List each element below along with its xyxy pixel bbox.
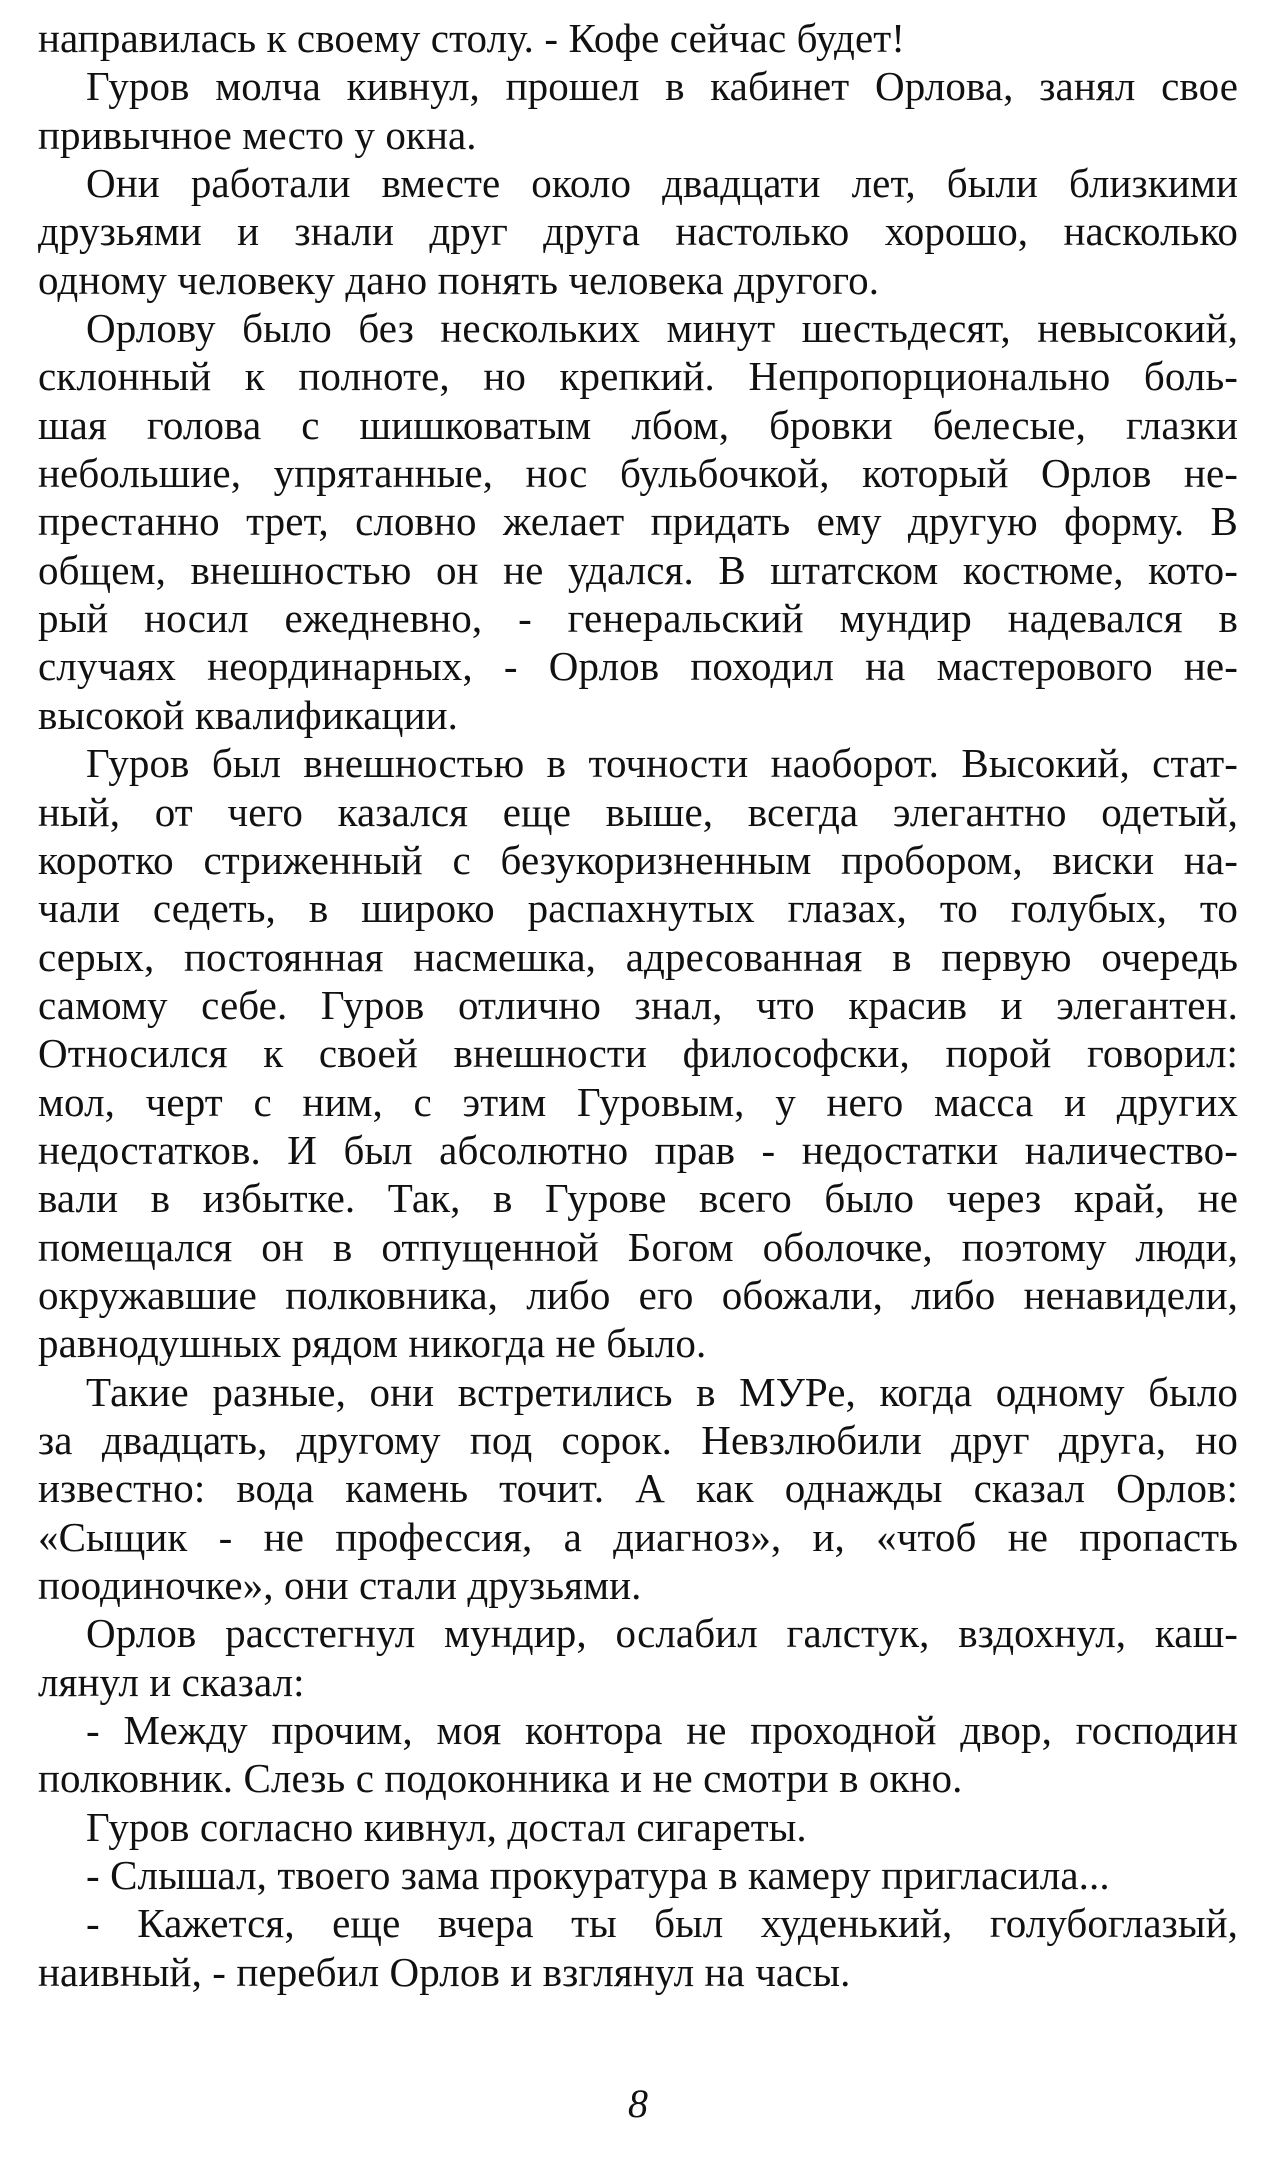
- text-line: серых, постоянная насмешка, адресованная в первую очередь: [38, 933, 1238, 980]
- paragraph-8: [38, 1706, 1238, 1803]
- text-line: вали в избытке. Так, в Гурове всего было через край, не: [38, 1175, 1238, 1222]
- paragraph-7: [38, 1609, 1238, 1706]
- text-line: Относился к своей внешности философски, порой говорил:: [38, 1030, 1238, 1077]
- text-line: наивный, - перебил Орлов и взглянул на часы.: [38, 1948, 851, 1995]
- text-line: Гуров молча кивнул, прошел в кабинет Орлова, занял свое: [86, 63, 1238, 110]
- text-line: случаях неординарных, - Орлов походил на мастерового не-: [38, 643, 1238, 690]
- text-line: коротко стриженный с безукоризненным пробором, виски на-: [38, 836, 1238, 883]
- page-number: 8: [628, 2081, 648, 2126]
- paragraph-2: [38, 62, 1238, 159]
- text-line: шая голова с шишковатым лбом, бровки белесые, глазки: [38, 401, 1238, 448]
- text-line: Такие разные, они встретились в МУРе, когда одному было: [86, 1368, 1238, 1415]
- text-line: мол, черт с ним, с этим Гуровым, у него масса и других: [38, 1078, 1238, 1125]
- text-line: самому себе. Гуров отлично знал, что красив и элегантен.: [38, 981, 1238, 1028]
- text-line: привычное место у окна.: [38, 111, 477, 158]
- text-line: ный, от чего казался еще выше, всегда элегантно одетый,: [38, 788, 1238, 835]
- text-line: полковник. Слезь с подоконника и не смотри в окно.: [38, 1755, 963, 1802]
- text-line: - Слышал, твоего зама прокуратура в камеру пригласила...: [86, 1852, 1110, 1899]
- text-line: - Кажется, еще вчера ты был худенький, голубоглазый,: [86, 1900, 1238, 1947]
- text-line: равнодушных рядом никогда не было.: [38, 1320, 707, 1367]
- text-line: «Сыщик - не профессия, а диагноз», и, «чтоб не пропасть: [38, 1513, 1238, 1560]
- paragraph-10: [38, 1851, 1238, 1899]
- text-line: престанно трет, словно желает придать ему другую форму. В: [38, 498, 1238, 545]
- text-line: склонный к полноте, но крепкий. Непропорционально боль-: [38, 353, 1238, 400]
- text-line: одному человеку дано понять человека другого.: [38, 256, 880, 303]
- paragraph-1: [38, 14, 1238, 62]
- text-line: Гуров согласно кивнул, достал сигареты.: [86, 1803, 807, 1850]
- paragraph-11: [38, 1899, 1238, 1996]
- paragraph-4: [38, 304, 1238, 739]
- text-line: лянул и сказал:: [38, 1658, 305, 1705]
- book-page-text: [38, 14, 1238, 1996]
- text-line: направилась к своему столу. - Кофе сейчас будет!: [38, 15, 906, 61]
- text-line: высокой квалификации.: [38, 691, 459, 738]
- text-line: окружавшие полковника, либо его обожали, либо ненавидели,: [38, 1271, 1238, 1318]
- text-line: Орлов расстегнул мундир, ослабил галстук, вздохнул, каш-: [86, 1610, 1238, 1657]
- text-line: известно: вода камень точит. А как однажды сказал Орлов:: [38, 1465, 1238, 1512]
- paragraph-3: [38, 159, 1238, 304]
- paragraph-6: [38, 1368, 1238, 1610]
- text-line: поодиночке», они стали друзьями.: [38, 1562, 642, 1608]
- text-line: Гуров был внешностью в точности наоборот. Высокий, стат-: [86, 740, 1238, 787]
- text-line: рый носил ежедневно, - генеральский мундир надевался в: [38, 595, 1238, 642]
- text-line: общем, внешностью он не удался. В штатском костюме, кото-: [38, 546, 1238, 593]
- text-line: помещался он в отпущенной Богом оболочке, поэтому люди,: [38, 1223, 1238, 1270]
- text-line: за двадцать, другому под сорок. Невзлюбили друг друга, но: [38, 1416, 1238, 1463]
- text-line: Орлову было без нескольких минут шестьдесят, невысокий,: [86, 305, 1238, 352]
- text-line: небольшие, упрятанные, нос бульбочкой, который Орлов не-: [38, 450, 1238, 497]
- paragraph-5: [38, 739, 1238, 1367]
- text-line: недостатков. И был абсолютно прав - недостатки наличество-: [38, 1126, 1238, 1173]
- text-line: Они работали вместе около двадцати лет, были близкими: [86, 160, 1238, 207]
- text-line: друзьями и знали друг друга настолько хорошо, насколько: [38, 208, 1238, 255]
- text-line: чали седеть, в широко распахнутых глазах, то голубых, то: [38, 885, 1238, 932]
- paragraph-9: [38, 1803, 1238, 1851]
- text-line: - Между прочим, моя контора не проходной двор, господин: [86, 1707, 1238, 1754]
